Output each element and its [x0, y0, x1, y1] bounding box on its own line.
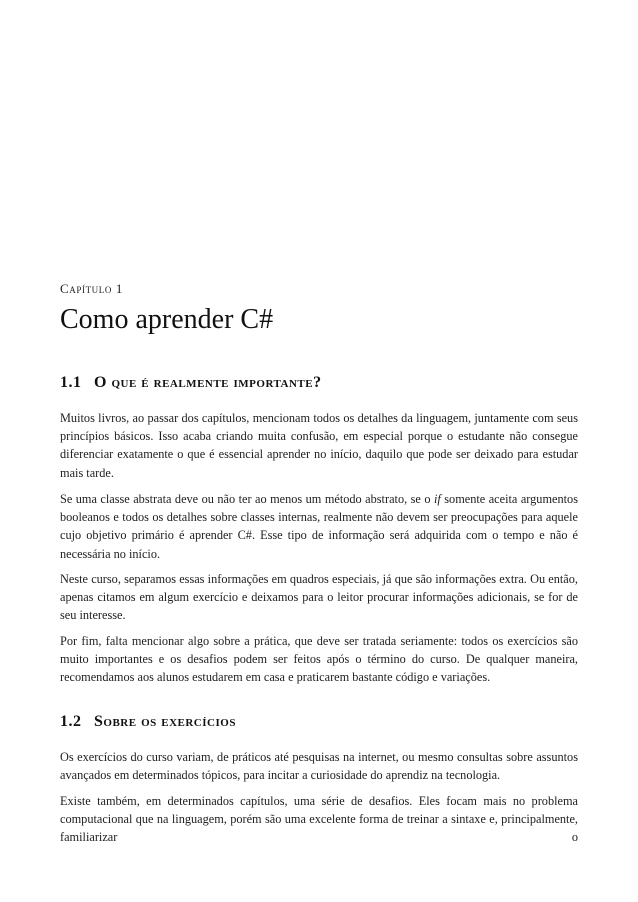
section-number: 1.1	[60, 374, 82, 391]
section-heading-1-2	[60, 713, 236, 731]
paragraph-text: somente aceita argumentos booleanos e todos os detalhes sobre classes internas, realmente não devem ser preocupações para aquele cujo objetivo primário é aprender C#. Esse tipo de informação será adquirida com o tempo e não é necessária no início.	[60, 492, 578, 561]
chapter-label: Capítulo 1	[60, 281, 123, 296]
paragraph: Neste curso, separamos essas informações em quadros especiais, já que são informações extra. Ou então, apenas citamos em algum exercício e deixamos para o leitor procurar informações adicionais, se for de seu interesse.	[60, 572, 578, 623]
paragraph: Muitos livros, ao passar dos capítulos, mencionam todos os detalhes da linguagem, juntamente com seus princípios básicos. Isso acaba criando muita confusão, em especial porque o estudante não consegue diferenciar exatamente o que é essencial aprender no início, daquilo que pode ser deixado para estudar mais tarde.	[60, 411, 578, 480]
chapter-title: Como aprender C#	[60, 304, 274, 335]
paragraph: Os exercícios do curso variam, de práticos até pesquisas na internet, ou mesmo consultas sobre assuntos avançados em determinados tópicos, para incitar a curiosidade do aprendiz na tecnologia.	[60, 750, 578, 783]
paragraph-text: Se uma classe abstrata deve ou não ter ao menos um método abstrato, se o	[60, 492, 434, 506]
section-title: Sobre os exercícios	[94, 713, 236, 730]
section-number: 1.2	[60, 713, 82, 730]
section-title: O que é realmente importante?	[94, 374, 322, 391]
code-keyword-if: if	[433, 492, 441, 506]
paragraph: Existe também, em determinados capítulos, uma série de desafios. Eles focam mais no problema computacional que na linguagem, porém são uma excelente forma de treinar a sintaxe e, principalmente, familiarizar o	[60, 794, 578, 845]
section-heading-1-1	[60, 374, 322, 392]
paragraph: Por fim, falta mencionar algo sobre a prática, que deve ser tratada seriamente: todos os exercícios são muito importantes e os desafios podem ser feitos após o término do curso. De qualquer maneira, recomendamos aos alunos estudarem em casa e praticarem bastante código e variações.	[60, 634, 578, 685]
paragraph	[60, 490, 578, 563]
